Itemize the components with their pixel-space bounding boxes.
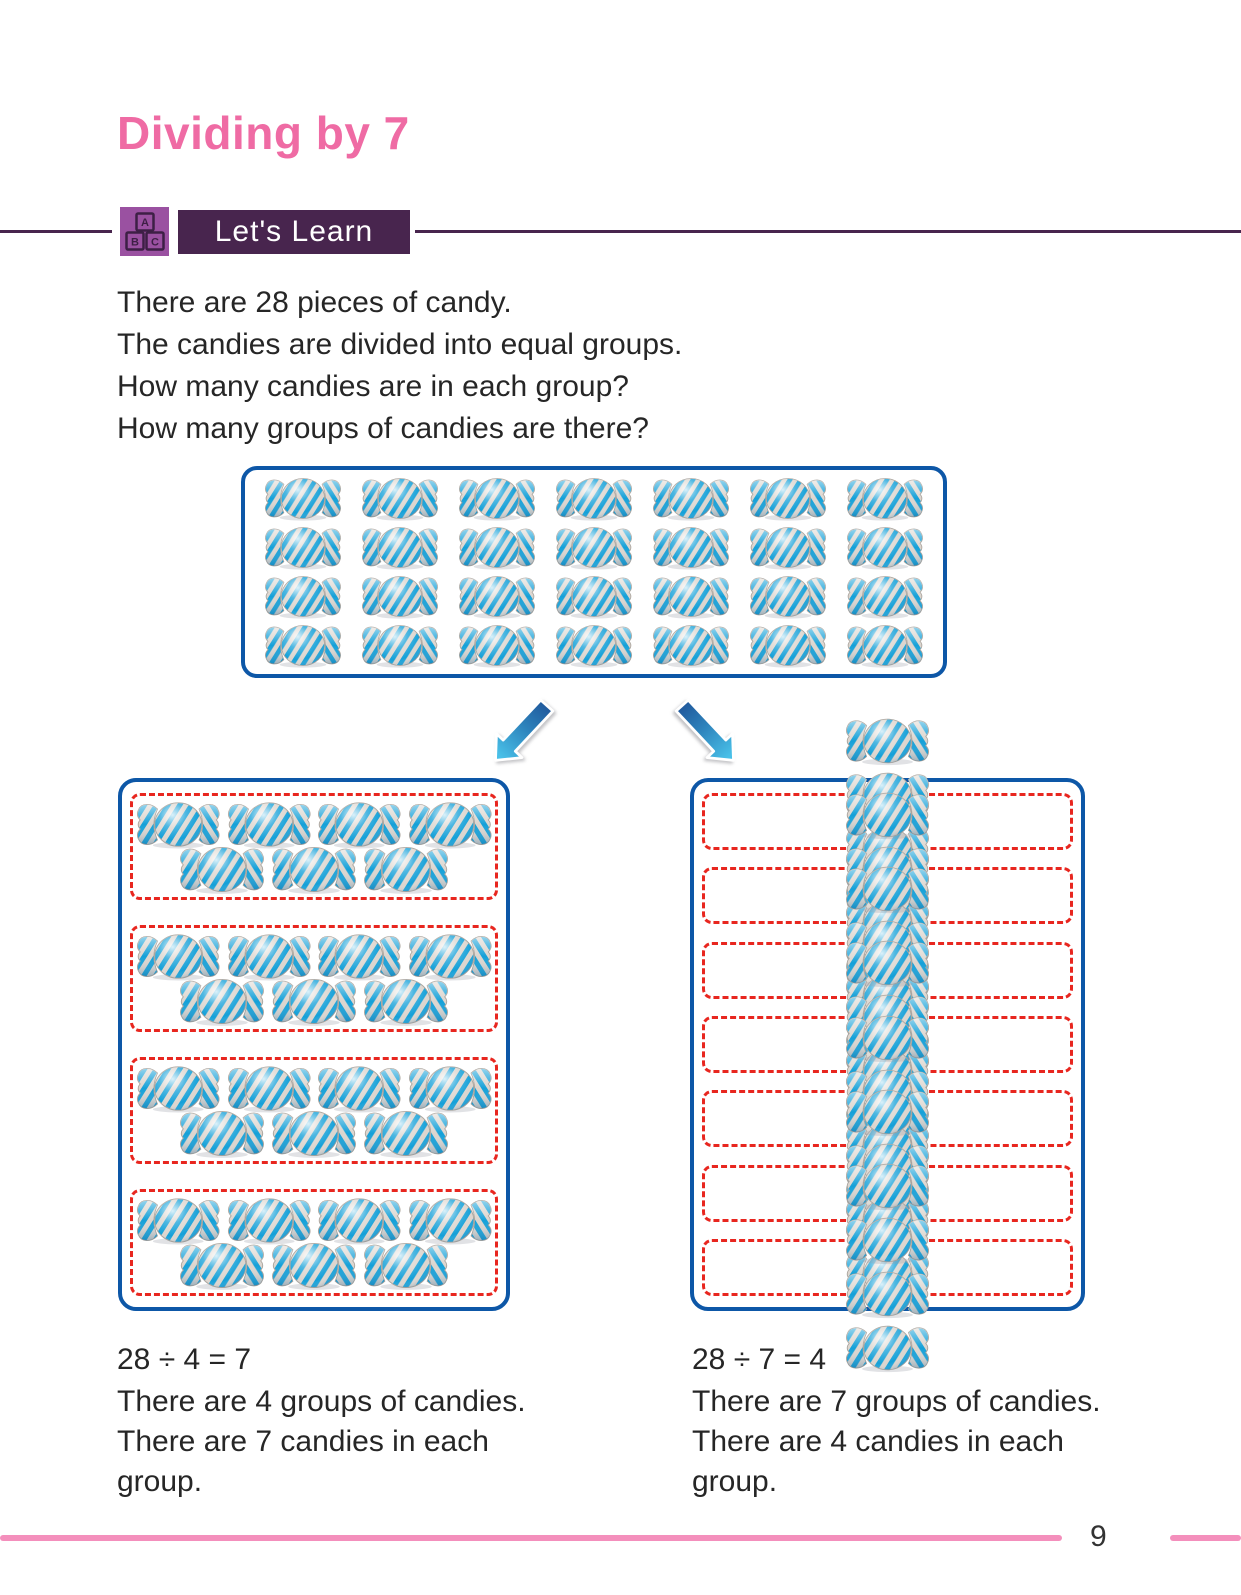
candy-icon — [353, 623, 447, 668]
candy-icon — [176, 975, 268, 1028]
intro-line: How many groups of candies are there? — [117, 412, 649, 445]
candy-row — [253, 623, 935, 668]
candy-icon — [842, 1267, 933, 1321]
candy-icon — [176, 843, 268, 896]
caption-line: group. — [117, 1465, 203, 1498]
candy-icon — [644, 623, 738, 668]
equation-right: 28 ÷ 7 = 4 — [692, 1343, 827, 1376]
candy-icon — [268, 975, 360, 1028]
candy-icon — [842, 936, 933, 990]
candy-icon — [176, 1239, 268, 1292]
candy-icon — [547, 623, 641, 668]
lets-learn-banner — [178, 210, 410, 254]
candy-icon — [360, 1239, 452, 1292]
candy-icon — [268, 1239, 360, 1292]
candy-row — [253, 476, 935, 521]
candy-icon — [360, 975, 452, 1028]
candy-icon — [644, 574, 738, 619]
candy-group — [130, 793, 498, 900]
candy-row — [133, 1107, 495, 1160]
candy-row — [133, 1239, 495, 1292]
caption-line: There are 7 candies in each — [117, 1425, 489, 1458]
candy-row — [133, 843, 495, 896]
candy-icon — [842, 862, 933, 916]
candy-icon — [256, 476, 350, 521]
candy-group — [130, 925, 498, 1032]
candy-icon — [360, 843, 452, 896]
caption-line: There are 4 candies in each — [692, 1425, 1064, 1458]
candy-icon — [547, 574, 641, 619]
candy-row — [253, 525, 935, 570]
candy-icon — [360, 1107, 452, 1160]
candy-icon — [256, 623, 350, 668]
candy-icon — [353, 574, 447, 619]
caption-left — [117, 1340, 617, 1502]
intro-line: The candies are divided into equal groups. — [117, 328, 683, 361]
caption-line: There are 4 groups of candies. — [117, 1385, 526, 1418]
abc-blocks-icon — [120, 207, 169, 256]
intro-text — [117, 282, 682, 450]
intro-line: There are 28 pieces of candy. — [117, 286, 512, 319]
candy-icon — [256, 574, 350, 619]
candy-icon — [176, 1107, 268, 1160]
lets-learn-label: Let's Learn — [214, 215, 374, 248]
candy-icon — [842, 1213, 933, 1267]
header-rule-right — [415, 230, 1241, 233]
candy-group — [130, 1057, 498, 1164]
candy-icon — [268, 843, 360, 896]
candy-icon — [450, 623, 544, 668]
candy-group — [130, 1189, 498, 1296]
candy-icon — [450, 476, 544, 521]
candy-row — [253, 574, 935, 619]
candy-icon — [842, 1011, 933, 1065]
candy-icon — [644, 476, 738, 521]
equation-left: 28 ÷ 4 = 7 — [117, 1343, 252, 1376]
svg-text:A: A — [140, 216, 149, 229]
caption-right — [692, 1340, 1192, 1502]
down-right-arrow-icon — [673, 697, 739, 767]
caption-line: There are 7 groups of candies. — [692, 1385, 1101, 1418]
candy-icon — [838, 525, 932, 570]
candy-row — [133, 975, 495, 1028]
candy-icon — [450, 574, 544, 619]
svg-text:C: C — [150, 236, 159, 248]
page-number: 9 — [1090, 1520, 1107, 1553]
candy-icon — [353, 525, 447, 570]
header-rule-left — [0, 230, 112, 233]
candy-icon — [547, 525, 641, 570]
footer-rule-right — [1170, 1535, 1241, 1541]
candy-icon — [741, 525, 835, 570]
groups-of-7-box — [118, 778, 510, 1311]
footer-rule-left — [0, 1535, 1062, 1541]
candy-icon — [353, 476, 447, 521]
candy-icon — [842, 1159, 933, 1213]
candy-icon — [741, 623, 835, 668]
page-title: Dividing by 7 — [117, 107, 410, 159]
svg-text:B: B — [130, 236, 139, 248]
candy-icon — [842, 788, 933, 842]
candy-icon — [450, 525, 544, 570]
intro-line: How many candies are in each group? — [117, 370, 629, 403]
candy-icon — [838, 623, 932, 668]
candy-icon — [842, 714, 933, 768]
candy-icon — [256, 525, 350, 570]
down-left-arrow-icon — [490, 697, 556, 767]
candy-group — [702, 1239, 1073, 1296]
candy-icon — [741, 574, 835, 619]
candy-icon — [644, 525, 738, 570]
candy-icon — [842, 1085, 933, 1139]
candy-array-box — [241, 466, 947, 678]
candy-icon — [741, 476, 835, 521]
candy-icon — [268, 1107, 360, 1160]
candy-icon — [838, 476, 932, 521]
candy-icon — [838, 574, 932, 619]
caption-line: group. — [692, 1465, 778, 1498]
groups-of-4-box — [690, 778, 1085, 1311]
candy-icon — [547, 476, 641, 521]
